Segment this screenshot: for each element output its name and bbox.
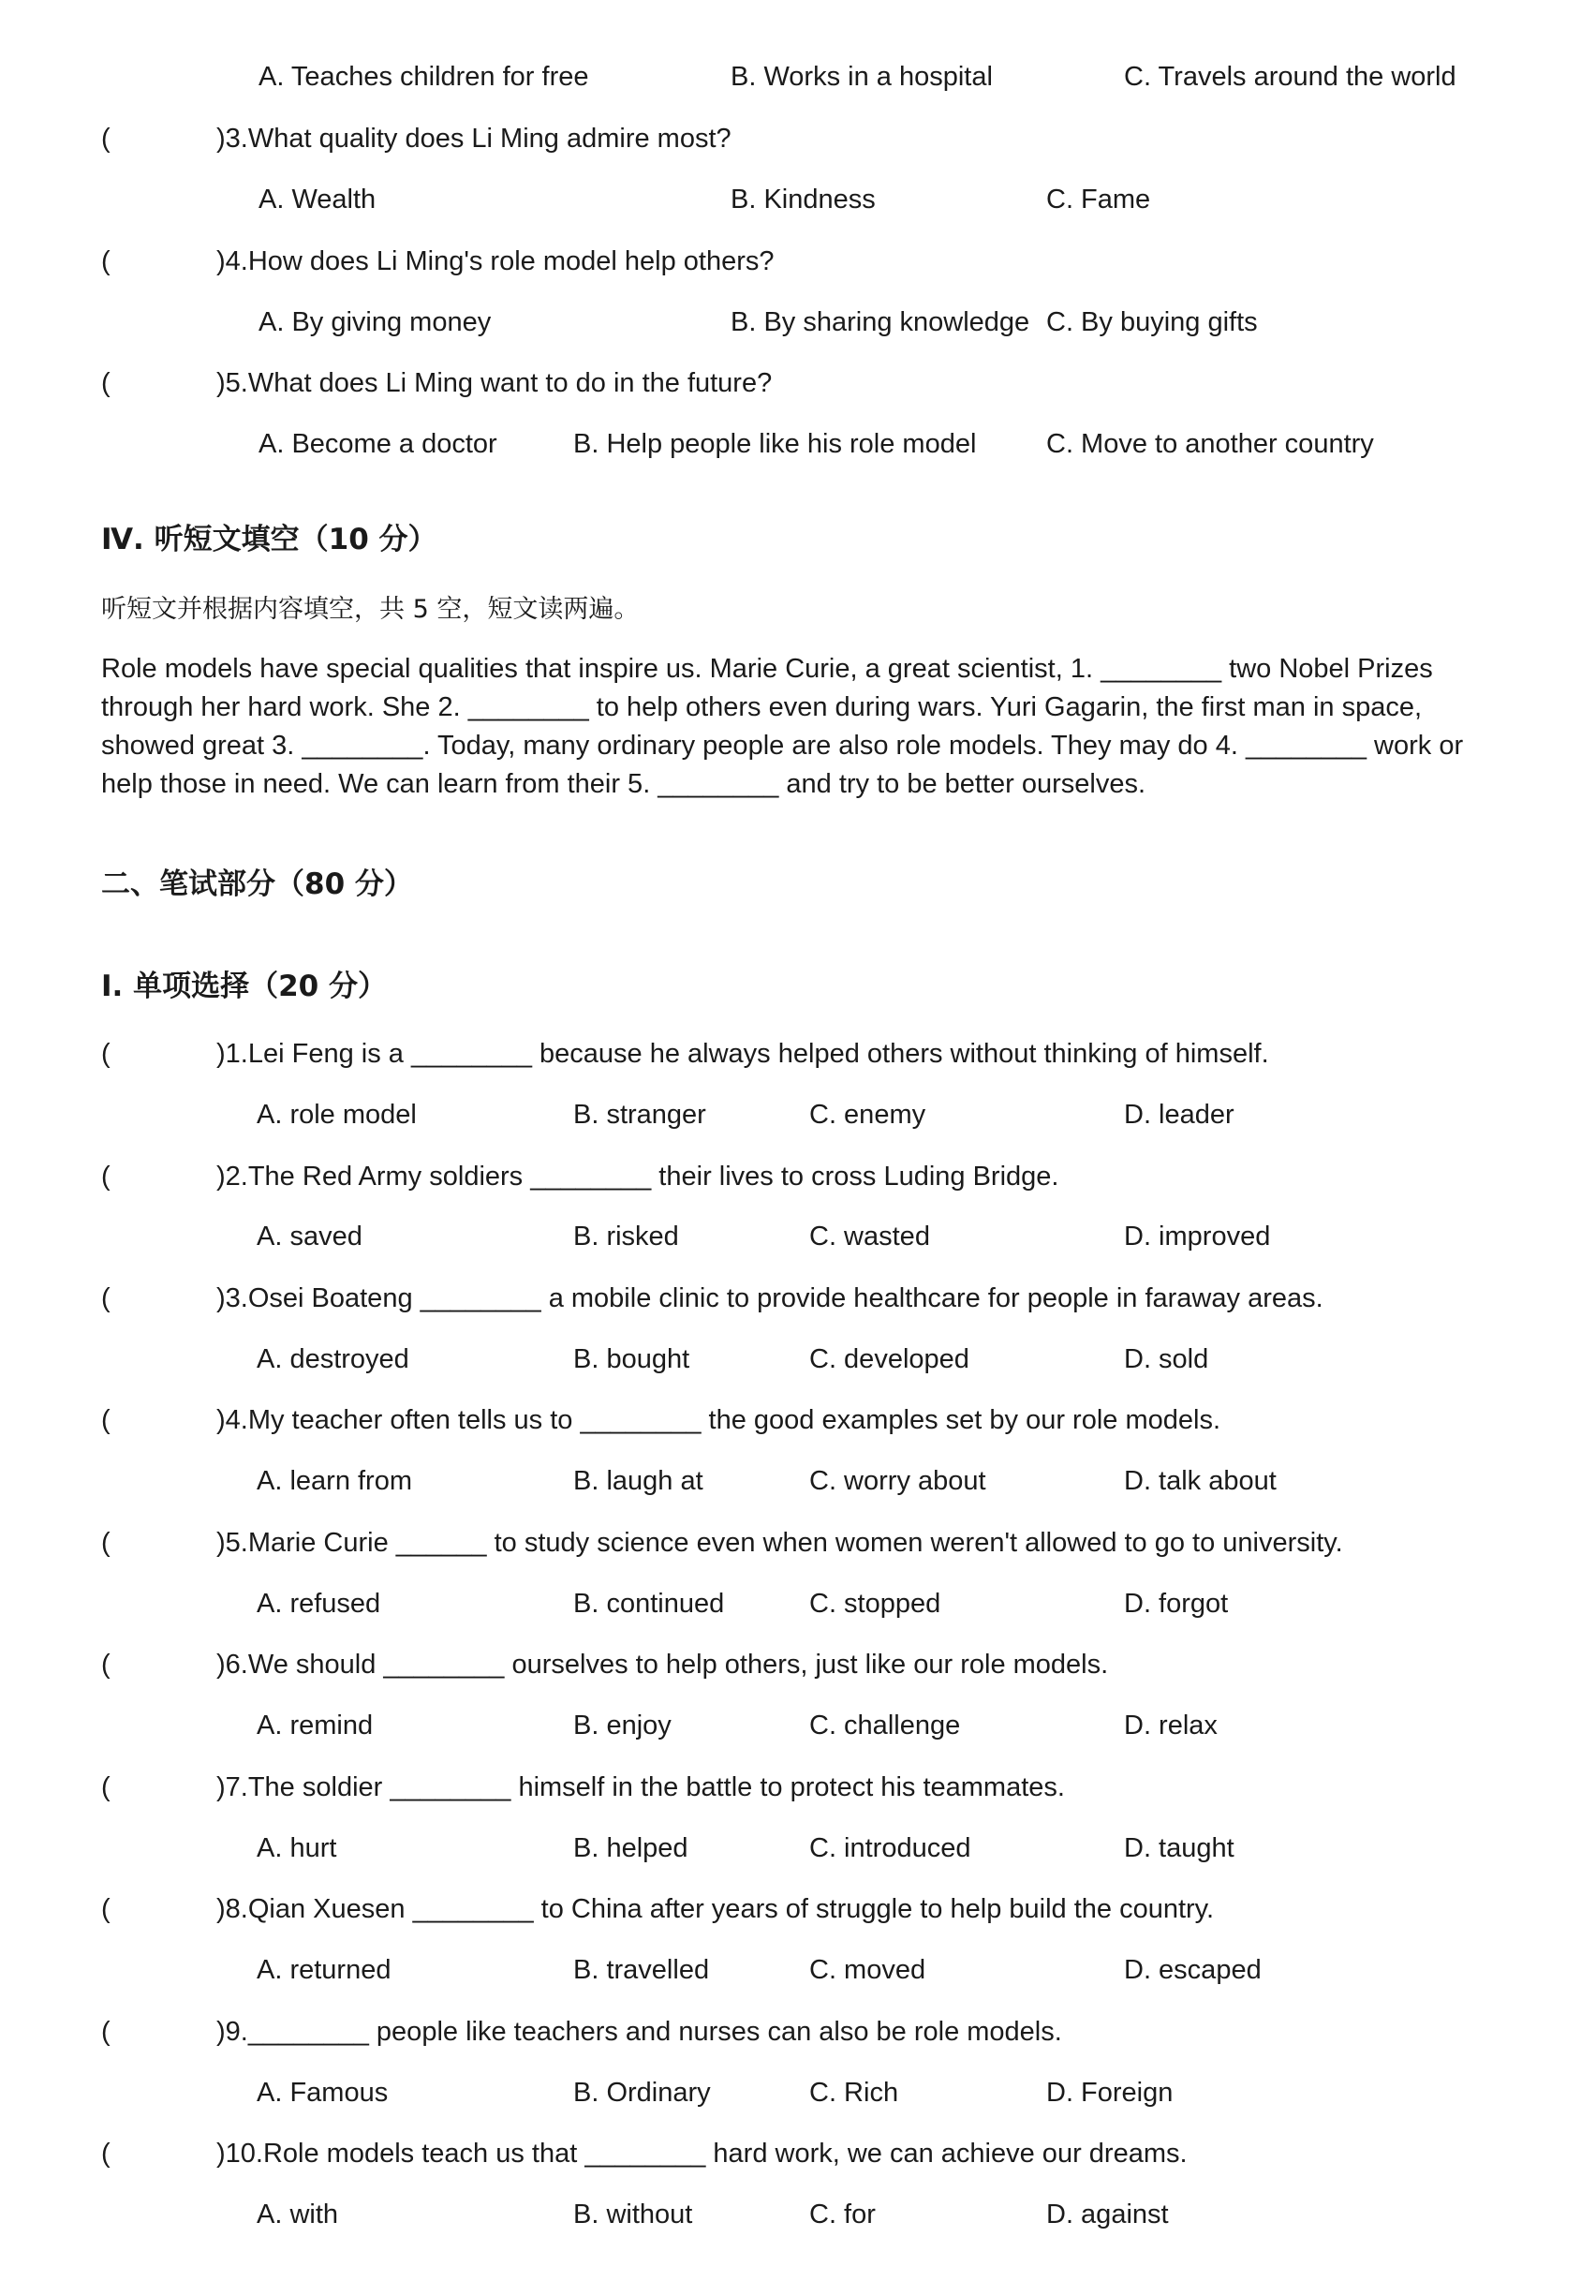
option-a: A. destroyed [257, 1344, 409, 1374]
option-d: D. Foreign [1046, 2078, 1174, 2108]
listening-q3-stem [0, 120, 1596, 176]
question-text: )3.Osei Boateng ________ a mobile clinic to provide healthcare for people in faraway areas. [216, 1283, 1323, 1313]
answer-paren: ( [101, 1650, 111, 1680]
option-b: B. without [573, 2200, 693, 2229]
listening-q3-options [0, 181, 1596, 237]
answer-paren: ( [101, 1894, 111, 1924]
option-c: C. for [809, 2200, 876, 2229]
option-b: B. Kindness [731, 185, 876, 215]
option-b: B. risked [573, 1222, 679, 1252]
answer-paren: ( [101, 1772, 111, 1802]
answer-paren: ( [101, 1283, 111, 1313]
question-text: )9.________ people like teachers and nurses can also be role models. [216, 2017, 1062, 2047]
listening-q5-stem [0, 364, 1596, 421]
option-d: D. against [1046, 2200, 1169, 2229]
mc-q8-stem [0, 1890, 1596, 1947]
passage-line: help those in need. We can learn from their 5. ________ and try to be better ourselves. [101, 769, 1146, 799]
option-b: B. Works in a hospital [731, 62, 993, 92]
answer-paren: ( [101, 124, 111, 154]
option-a: A. refused [257, 1589, 381, 1619]
option-a: A. role model [257, 1100, 417, 1130]
mc-q6-stem [0, 1646, 1596, 1702]
section1-title: Ⅰ. 单项选择（20 分） [101, 970, 388, 1003]
option-c: C. wasted [809, 1222, 930, 1252]
mc-q10-options [0, 2196, 1596, 2252]
option-d: D. talk about [1124, 1466, 1277, 1496]
passage-line: through her hard work. She 2. ________ to help others even during wars. Yuri Gagarin, the first man in space, [101, 692, 1423, 722]
mc-q3-stem [0, 1280, 1596, 1336]
option-a: A. saved [257, 1222, 362, 1252]
mc-q1-options [0, 1096, 1596, 1152]
option-c: C. Move to another country [1046, 429, 1374, 459]
passage-line: Role models have special qualities that inspire us. Marie Curie, a great scientist, 1. ________ two Nobel Prizes [101, 654, 1433, 684]
answer-paren: ( [101, 1528, 111, 1558]
answer-paren: ( [101, 368, 111, 398]
option-c: C. developed [809, 1344, 969, 1374]
answer-paren: ( [101, 246, 111, 276]
option-a: A. Become a doctor [259, 429, 497, 459]
option-a: A. returned [257, 1955, 392, 1985]
option-c: C. By buying gifts [1046, 307, 1258, 337]
option-b: B. By sharing knowledge [731, 307, 1030, 337]
option-a: A. learn from [257, 1466, 412, 1496]
option-b: B. stranger [573, 1100, 706, 1130]
mc-q4-stem [0, 1401, 1596, 1458]
mc-q4-options [0, 1462, 1596, 1518]
section4-title: Ⅳ. 听短文填空（10 分） [101, 523, 437, 556]
option-b: B. Help people like his role model [573, 429, 977, 459]
option-c: C. worry about [809, 1466, 986, 1496]
option-d: D. improved [1124, 1222, 1271, 1252]
option-c: C. stopped [809, 1589, 941, 1619]
option-a: A. hurt [257, 1833, 337, 1863]
option-d: D. forgot [1124, 1589, 1229, 1619]
question-text: )7.The soldier ________ himself in the battle to protect his teammates. [216, 1772, 1065, 1802]
option-b: B. enjoy [573, 1711, 672, 1741]
option-a: A. Teaches children for free [259, 62, 589, 92]
option-a: A. with [257, 2200, 339, 2229]
question-text: )6.We should ________ ourselves to help others, just like our role models. [216, 1650, 1109, 1680]
question-text: )2.The Red Army soldiers ________ their lives to cross Luding Bridge. [216, 1162, 1059, 1192]
mc-q8-options [0, 1951, 1596, 2007]
question-text: )5.What does Li Ming want to do in the future? [216, 368, 773, 398]
mc-q2-options [0, 1218, 1596, 1274]
option-a: A. Wealth [259, 185, 377, 215]
question-text: )3.What quality does Li Ming admire most? [216, 124, 732, 154]
listening-q2-options [0, 58, 1596, 114]
mc-q1-stem [0, 1035, 1596, 1091]
mc-q7-options [0, 1829, 1596, 1886]
option-b: B. laugh at [573, 1466, 703, 1496]
option-a: A. remind [257, 1711, 374, 1741]
mc-q9-stem [0, 2013, 1596, 2069]
option-c: C. moved [809, 1955, 926, 1985]
question-text: )8.Qian Xuesen ________ to China after years of struggle to help build the country. [216, 1894, 1215, 1924]
answer-paren: ( [101, 2017, 111, 2047]
listening-q5-options [0, 425, 1596, 481]
option-a: A. By giving money [259, 307, 492, 337]
option-d: D. relax [1124, 1711, 1218, 1741]
question-text: )4.My teacher often tells us to ________ the good examples set by our role models. [216, 1405, 1221, 1435]
option-c: C. introduced [809, 1833, 971, 1863]
question-text: )5.Marie Curie ______ to study science even when women weren't allowed to go to university. [216, 1528, 1343, 1558]
mc-q5-options [0, 1585, 1596, 1641]
question-text: )4.How does Li Ming's role model help others? [216, 246, 775, 276]
answer-paren: ( [101, 2139, 111, 2169]
option-d: D. sold [1124, 1344, 1209, 1374]
mc-q5-stem [0, 1524, 1596, 1580]
mc-q7-stem [0, 1769, 1596, 1825]
option-c: C. enemy [809, 1100, 926, 1130]
mc-q6-options [0, 1707, 1596, 1763]
listening-q4-options [0, 304, 1596, 360]
listening-q4-stem [0, 243, 1596, 299]
mc-q9-options [0, 2074, 1596, 2130]
option-d: D. taught [1124, 1833, 1234, 1863]
mc-q10-stem [0, 2135, 1596, 2191]
answer-paren: ( [101, 1405, 111, 1435]
part2-title: 二、笔试部分（80 分） [101, 867, 413, 901]
answer-paren: ( [101, 1162, 111, 1192]
question-text: )10.Role models teach us that ________ hard work, we can achieve our dreams. [216, 2139, 1188, 2169]
option-c: C. Rich [809, 2078, 899, 2108]
mc-q3-options [0, 1341, 1596, 1397]
section4-instruction: 听短文并根据内容填空，共 5 空，短文读两遍。 [101, 595, 640, 624]
option-b: B. bought [573, 1344, 690, 1374]
option-b: B. helped [573, 1833, 688, 1863]
option-c: C. challenge [809, 1711, 961, 1741]
option-d: D. escaped [1124, 1955, 1262, 1985]
mc-q2-stem [0, 1158, 1596, 1214]
passage-line: showed great 3. ________. Today, many ordinary people are also role models. They may do 4. ________ work or [101, 731, 1464, 761]
question-text: )1.Lei Feng is a ________ because he always helped others without thinking of himself. [216, 1039, 1269, 1069]
option-c: C. Travels around the world [1124, 62, 1456, 92]
option-b: B. continued [573, 1589, 725, 1619]
answer-paren: ( [101, 1039, 111, 1069]
option-c: C. Fame [1046, 185, 1151, 215]
option-b: B. travelled [573, 1955, 710, 1985]
option-a: A. Famous [257, 2078, 389, 2108]
option-d: D. leader [1124, 1100, 1234, 1130]
cloze-passage [101, 650, 1506, 804]
option-b: B. Ordinary [573, 2078, 711, 2108]
